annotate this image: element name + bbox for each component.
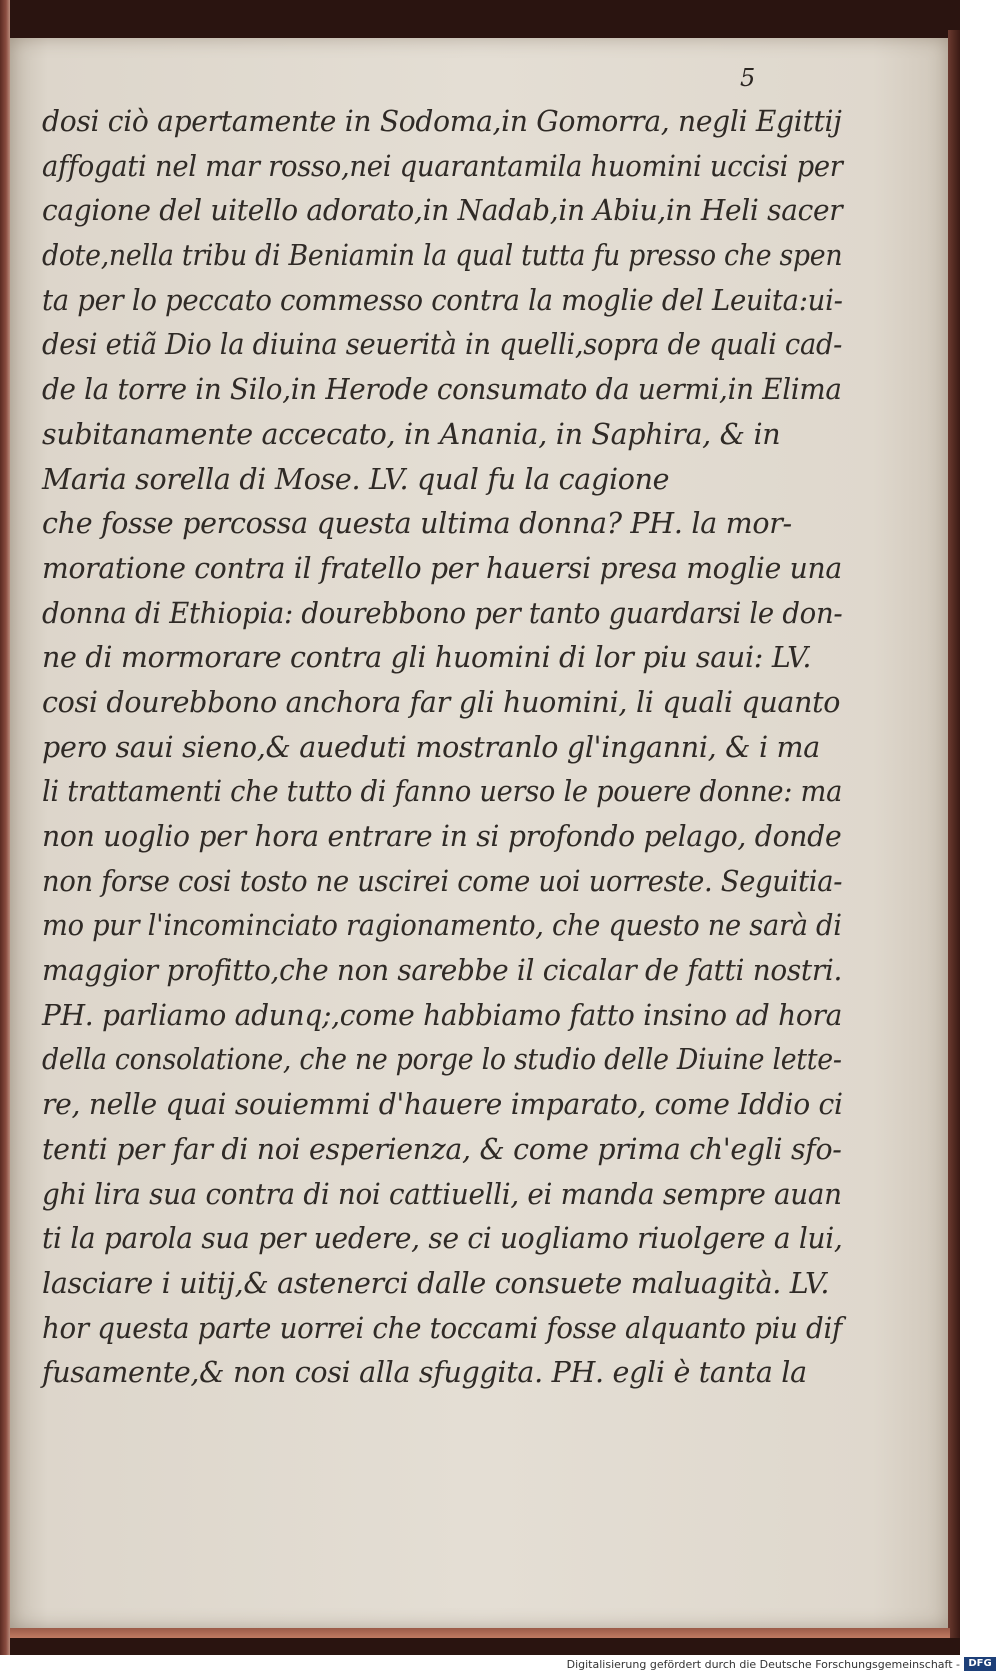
- text-line: subitanamente accecato, in Anania, in Saphira, & in: [42, 417, 781, 451]
- text-line: pero saui sieno,& aueduti mostranlo gl'inganni, & i ma: [42, 730, 820, 764]
- text-line: donna di Ethiopia: dourebbono per tanto guardarsi le don-: [42, 596, 843, 630]
- text-line: mo pur l'incominciato ragionamento, che questo ne sarà di: [42, 909, 842, 943]
- book-fore-edge: [948, 30, 960, 1638]
- text-line: desi etiã Dio la diuina seuerità in quelli,sopra de quali cad-: [42, 328, 843, 362]
- text-line: ti la parola sua per uedere, se ci uogliamo riuolgere a lui,: [42, 1222, 843, 1256]
- text-line: dosi ciò apertamente in Sodoma,in Gomorra, negli Egittij: [42, 105, 842, 138]
- text-line: tenti per far di noi esperienza, & come prima ch'egli sfo-: [42, 1132, 842, 1166]
- text-line: affogati nel mar rosso,nei quarantamila huomini uccisi per: [42, 149, 843, 183]
- text-line: della consolatione, che ne porge lo studio delle Diuine lette-: [42, 1043, 842, 1077]
- book-bottom-edge: [10, 1628, 950, 1638]
- footer-credit: Digitalisierung gefördert durch die Deutsche Forschungsgemeinschaft -: [566, 1658, 960, 1671]
- page-text-block: [42, 100, 842, 1396]
- text-line: Maria sorella di Mose. LV. qual fu la cagione: [42, 462, 670, 496]
- text-line: dote,nella tribu di Beniamin la qual tutta fu presso che spen: [42, 239, 843, 273]
- text-line: moratione contra il fratello per hauersi presa moglie una: [42, 551, 842, 585]
- text-line: ghi lira sua contra di noi cattiuelli, ei manda sempre auan: [42, 1177, 842, 1211]
- page-number: 5: [740, 64, 756, 92]
- text-line: li trattamenti che tutto di fanno uerso le pouere donne: ma: [42, 775, 843, 809]
- text-line: cosi dourebbono anchora far gli huomini, li quali quanto: [42, 685, 841, 719]
- text-line: lasciare i uitij,& astenerci dalle consuete maluagità. LV.: [42, 1266, 830, 1300]
- dfg-logo: DFG: [964, 1657, 996, 1671]
- text-line: non forse cosi tosto ne uscirei come uoi uorreste. Seguitia-: [42, 864, 843, 898]
- text-line: re, nelle quai souiemmi d'hauere imparato, come Iddio ci: [42, 1088, 843, 1122]
- text-line: de la torre in Silo,in Herode consumato da uermi,in Elima: [42, 373, 842, 407]
- text-line: non uoglio per hora entrare in si profondo pelago, donde: [42, 820, 842, 853]
- text-line: PH. parliamo adunq;,come habbiamo fatto insino ad hora: [42, 998, 843, 1032]
- text-line: cagione del uitello adorato,in Nadab,in Abiu,in Heli sacer: [42, 194, 843, 228]
- text-line: hor questa parte uorrei che toccami fosse alquanto piu dif: [42, 1311, 842, 1345]
- text-line: che fosse percossa questa ultima donna? PH. la mor-: [42, 507, 792, 541]
- binding-edge: [0, 0, 10, 1655]
- text-line: fusamente,& non cosi alla sfuggita. PH. egli è tanta la: [42, 1356, 807, 1390]
- text-line: maggior profitto,che non sarebbe il cicalar de fatti nostri.: [42, 954, 843, 988]
- text-line: ta per lo peccato commesso contra la moglie del Leuita:ui-: [42, 283, 843, 317]
- text-line: ne di mormorare contra gli huomini di lor piu saui: LV.: [42, 641, 812, 675]
